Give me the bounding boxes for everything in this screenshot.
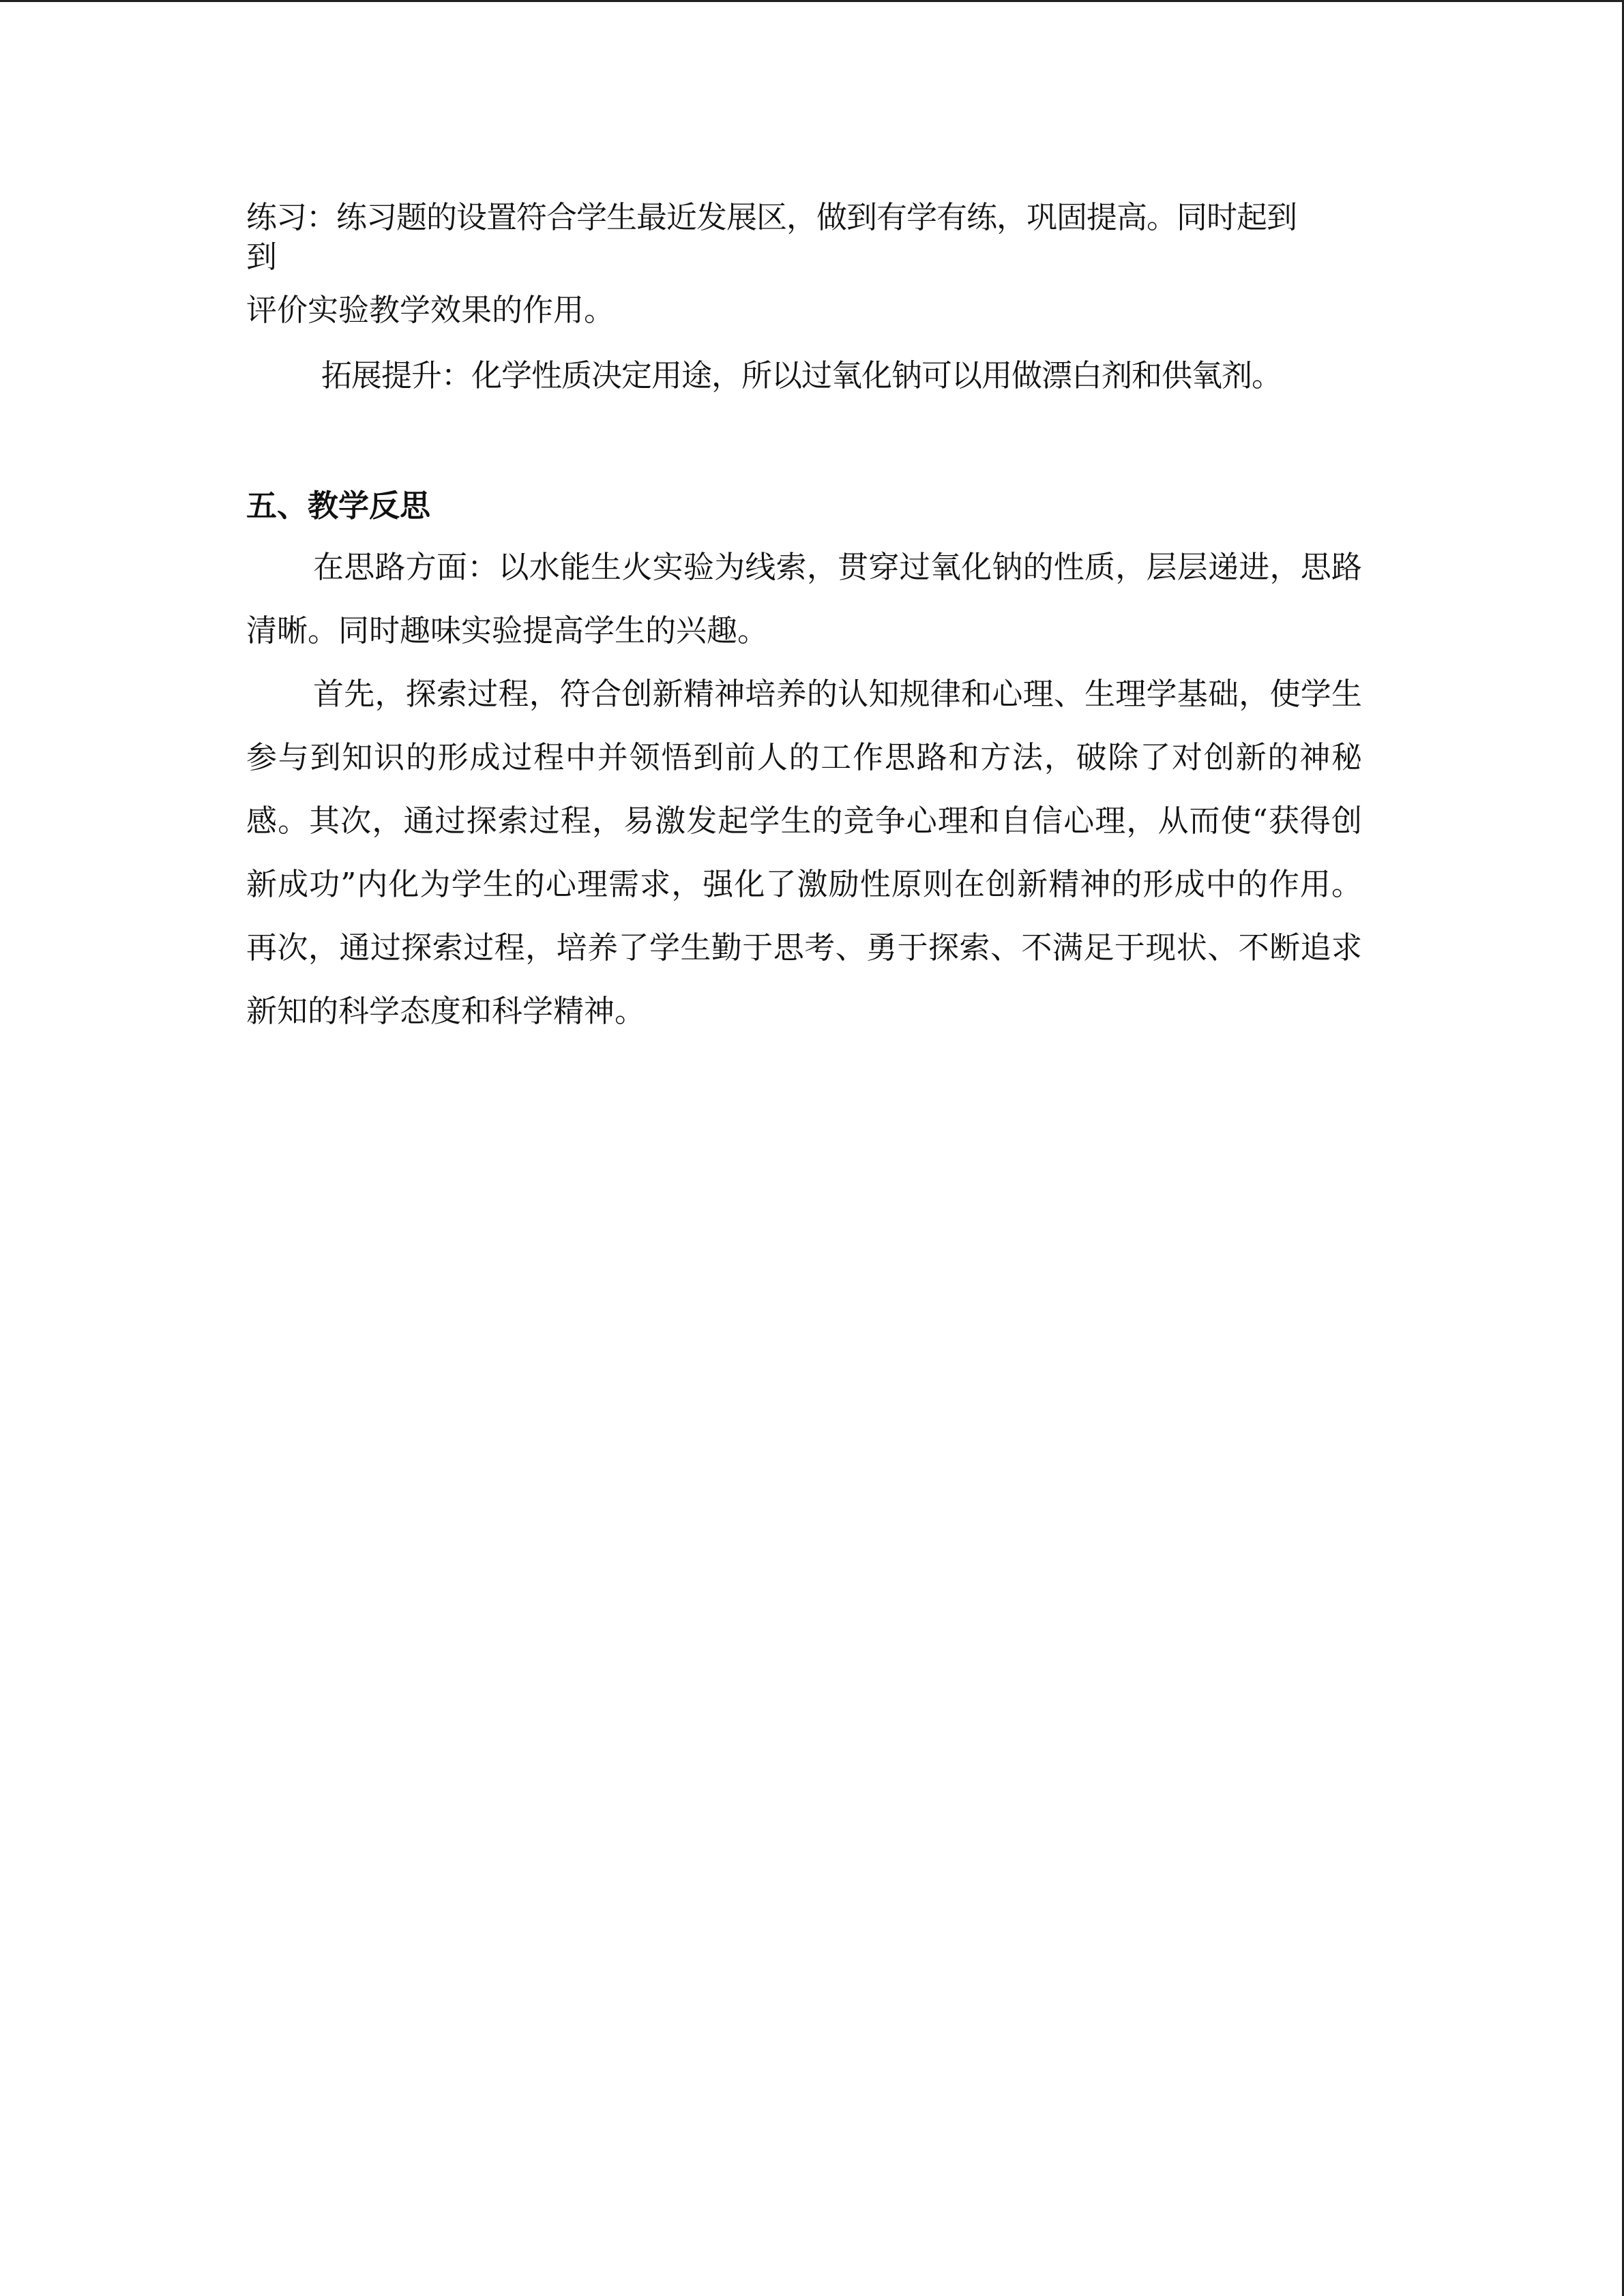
section-heading: 五、教学反思 xyxy=(246,488,431,524)
practice-line-2: 到 xyxy=(246,239,278,275)
reflection-paragraph-1: 在思路方面：以水能生火实验为线索，贯穿过氧化钠的性质，层层递进，思路清晰。同时趣味实验提高学生的兴趣。 xyxy=(246,549,1362,648)
practice-line-3: 评价实验教学效果的作用。 xyxy=(246,292,615,328)
page-top-border xyxy=(0,0,1624,2)
reflection-paragraph-2: 首先，探索过程，符合创新精神培养的认知规律和心理、生理学基础，使学生参与到知识的形成过程中并领悟到前人的工作思路和方法，破除了对创新的神秘感。其次，通过探索过程，易激发起学生的竞争心理和自信心理，从而使“获得创新成功”内化为学生的心理需求，强化了激励性原则在创新精神的形成中的作用。再次，通过探索过程，培养了学生勤于思考、勇于探索、不满足于现状、不断追求新知的科学态度和科学精神。 xyxy=(246,676,1362,1029)
extension-paragraph: 拓展提升：化学性质决定用途，所以过氧化钠可以用做漂白剂和供氧剂。 xyxy=(321,357,1282,393)
practice-line-1: 练习：练习题的设置符合学生最近发展区，做到有学有练，巩固提高。同时起到 xyxy=(246,199,1297,235)
